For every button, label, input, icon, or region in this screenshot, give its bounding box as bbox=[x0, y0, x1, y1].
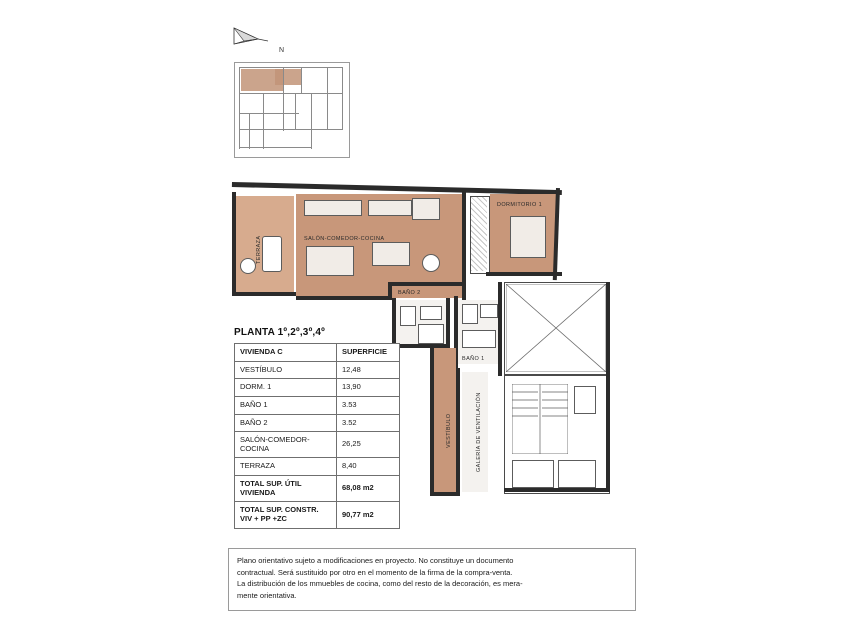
label-dormitorio: DORMITORIO 1 bbox=[497, 202, 543, 208]
room-name: BAÑO 2 bbox=[235, 414, 337, 432]
compass-north-label: N bbox=[278, 47, 284, 54]
table-header-superficie: SUPERFICIE bbox=[337, 344, 400, 362]
staircase-icon bbox=[512, 384, 568, 454]
compass bbox=[228, 22, 282, 56]
total-util-label: TOTAL SUP. ÚTIL VIVIENDA bbox=[235, 476, 337, 502]
room-area: 13,90 bbox=[337, 379, 400, 397]
room-area: 12,48 bbox=[337, 361, 400, 379]
chair-icon bbox=[240, 258, 256, 274]
sofa-icon bbox=[306, 246, 354, 276]
room-name: VESTÍBULO bbox=[235, 361, 337, 379]
room-name: DORM. 1 bbox=[235, 379, 337, 397]
kitchen-appliance-icon bbox=[412, 198, 440, 220]
total-util-value: 68,08 m2 bbox=[337, 476, 400, 502]
total-constr-label-line2: VIV + PP +ZC bbox=[240, 513, 287, 523]
common-room-icon bbox=[512, 460, 554, 488]
room-vestibulo bbox=[434, 348, 456, 494]
table-row bbox=[235, 414, 400, 432]
table-row bbox=[235, 379, 400, 397]
surface-area-table bbox=[234, 343, 400, 529]
table-row-total-util bbox=[235, 476, 400, 502]
room-area: 3.52 bbox=[337, 414, 400, 432]
room-area: 8,40 bbox=[337, 458, 400, 476]
label-terraza: TERRAZA bbox=[256, 235, 262, 264]
room-name: BAÑO 1 bbox=[235, 396, 337, 414]
common-room-icon bbox=[558, 460, 596, 488]
total-constr-label-line1: TOTAL SUP. CONSTR. bbox=[240, 505, 319, 515]
kitchen-counter-icon bbox=[368, 200, 412, 216]
bed-icon bbox=[510, 216, 546, 258]
label-bano-1: BAÑO 1 bbox=[462, 356, 485, 362]
room-area: 26,25 bbox=[337, 432, 400, 458]
table-row bbox=[235, 361, 400, 379]
room-galeria-ventilacion bbox=[462, 372, 488, 492]
table-row bbox=[235, 458, 400, 476]
bathtub-icon bbox=[462, 330, 496, 348]
toilet-icon bbox=[462, 304, 478, 324]
room-area: 3.53 bbox=[337, 396, 400, 414]
disclaimer-line-1: Plano orientativo sujeto a modificaciones en proyecto. No constituye un documento bbox=[237, 556, 514, 565]
table-row bbox=[235, 396, 400, 414]
disclaimer-line-4: mente orientativa. bbox=[237, 590, 297, 600]
toilet-icon bbox=[400, 306, 416, 326]
disclaimer-box bbox=[228, 548, 636, 611]
disclaimer-line-3: La distribución de los mmuebles de cocina, como del resto de la decoración, es mera- bbox=[237, 579, 523, 589]
compass-north-icon bbox=[228, 22, 282, 56]
key-plan-drawing bbox=[235, 63, 349, 157]
label-vestibulo: VESTÍBULO bbox=[446, 413, 452, 448]
table-header-vivienda: VIVIENDA C bbox=[235, 344, 337, 362]
total-constr-value: 90,77 m2 bbox=[337, 502, 400, 528]
sink-icon bbox=[420, 306, 442, 320]
patio-cross-lines bbox=[506, 284, 606, 372]
page-title: PLANTA 1º,2º,3º,4º bbox=[234, 327, 326, 338]
total-constr-label bbox=[235, 502, 337, 528]
plant-icon bbox=[422, 254, 440, 272]
table-row-total-constr bbox=[235, 502, 400, 528]
elevator-icon bbox=[574, 386, 596, 414]
table-row bbox=[235, 432, 400, 458]
dining-table-icon bbox=[372, 242, 410, 266]
key-plan-highlight bbox=[275, 69, 301, 85]
disclaimer-line-2: contractual. Será sustituido por otro en el momento de la firma de la compra-venta. bbox=[237, 567, 513, 577]
sink-icon bbox=[480, 304, 498, 318]
kitchen-counter-icon bbox=[304, 200, 362, 216]
room-name: SALÓN-COMEDOR-COCINA bbox=[235, 432, 337, 458]
room-name: TERRAZA bbox=[235, 458, 337, 476]
label-galeria: GALERÍA DE VENTILACIÓN bbox=[476, 392, 482, 472]
table-header-row bbox=[235, 344, 400, 362]
label-bano-2: BAÑO 2 bbox=[398, 290, 421, 296]
shower-icon bbox=[418, 324, 444, 344]
key-plan-thumbnail bbox=[234, 62, 350, 158]
planter-icon bbox=[262, 236, 282, 272]
label-salon: SALÓN-COMEDOR-COCINA bbox=[304, 236, 385, 242]
